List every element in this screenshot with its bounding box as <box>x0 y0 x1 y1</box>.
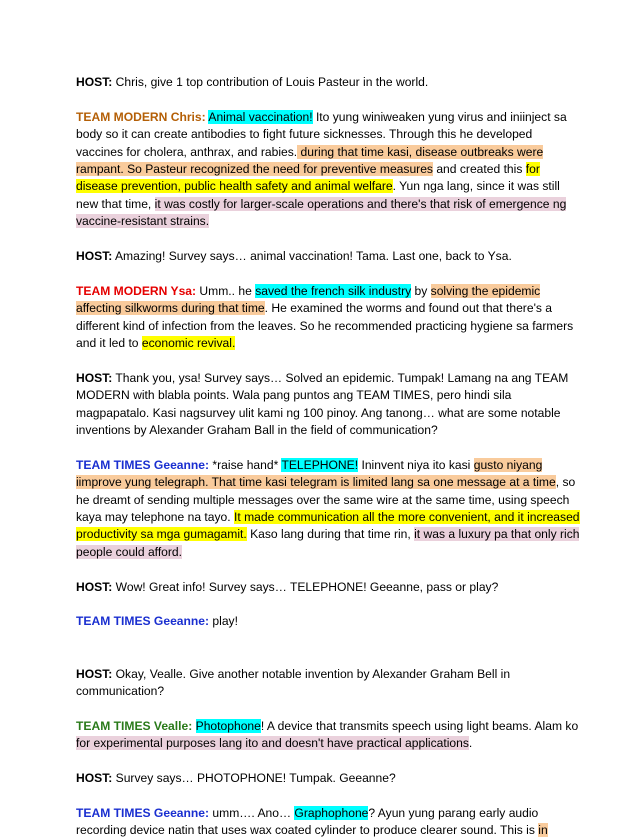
dialogue-text: Ininvent niya ito kasi <box>358 457 474 472</box>
highlighted-text: for experimental purposes lang ito and doesn't have practical applications <box>76 736 469 751</box>
highlighted-text: in <box>538 823 548 838</box>
dialogue-text: Ito yung winiweaken yung virus and iniinject sa body so it can create antibodies to fight future sicknesses. Through this he developed vaccines for cholera, anthrax, and rabies. <box>76 109 567 159</box>
dialogue-paragraph <box>76 805 582 840</box>
highlighted-text: solving the epidemic affecting silkworms during that time <box>76 283 541 316</box>
dialogue-text: Okay, Vealle. Give another notable invention by Alexander Graham Bell in communication? <box>76 666 511 699</box>
dialogue-paragraph <box>76 370 582 440</box>
dialogue-text: , so he dreamt of sending multiple messages over the same wire at the same time, using speech kaya may telephone na tayo. <box>76 475 576 525</box>
dialogue-paragraph <box>76 770 582 787</box>
dialogue-text: *raise hand* <box>209 457 282 472</box>
speaker-label: HOST: <box>76 370 113 385</box>
speaker-label: HOST: <box>76 666 113 681</box>
dialogue-paragraph <box>76 666 582 701</box>
dialogue-paragraph <box>76 579 582 596</box>
dialogue-text: Umm.. he <box>196 283 256 298</box>
dialogue-text: . <box>468 736 473 751</box>
dialogue-text: Wow! Great info! Survey says… TELEPHONE! Geeanne, pass or play? <box>112 579 499 594</box>
dialogue-text: Chris, give 1 top contribution of Louis Pasteur in the world. <box>112 75 429 89</box>
speaker-label: TEAM TIMES Geeanne: <box>76 614 210 629</box>
dialogue-text: and created this <box>432 162 526 177</box>
highlighted-text: it was costly for larger-scale operations and there's that risk of emergence ng vaccine-resistant strains. <box>76 196 567 229</box>
highlighted-text: Graphophone <box>294 805 369 820</box>
dialogue-paragraph <box>76 283 582 353</box>
speaker-label: HOST: <box>76 75 113 89</box>
highlighted-text: Photophone <box>195 718 261 733</box>
speaker-label: TEAM MODERN Ysa: <box>76 283 197 298</box>
highlighted-text: it was a luxury pa that only rich people could afford. <box>76 527 580 559</box>
dialogue-paragraph <box>76 248 582 265</box>
highlighted-text: TELEPHONE! <box>281 457 359 472</box>
speaker-label: TEAM MODERN Chris: <box>76 109 206 124</box>
dialogue-text: Amazing! Survey says… animal vaccination! Tama. Last one, back to Ysa. <box>112 249 512 264</box>
dialogue-text: . Yun nga lang, since it was still new that time, <box>76 179 560 211</box>
highlighted-text: It made communication all the more convenient, and it increased productivity sa mga gumagamit. <box>76 510 580 542</box>
dialogue-paragraph <box>76 718 582 753</box>
dialogue-text: . He examined the worms and found out that there's a different kind of infection from the leaves. So he recommended practicing hygiene sa farmers and it led to <box>76 301 574 351</box>
speaker-label: HOST: <box>76 579 113 594</box>
highlighted-text: economic revival. <box>141 336 236 351</box>
dialogue-paragraph <box>76 457 582 561</box>
dialogue-text: Survey says… PHOTOPHONE! Tumpak. Geeanne? <box>112 771 396 786</box>
dialogue-text: Kaso lang during that time rin, <box>246 527 415 542</box>
highlighted-text: gusto niyang iimprove yung telegraph. That time kasi telegram is limited lang sa one message at a time <box>76 457 556 490</box>
highlighted-text: saved the french silk industry <box>255 283 412 298</box>
speaker-label: HOST: <box>76 249 113 264</box>
speaker-label: TEAM TIMES Geeanne: <box>76 805 210 820</box>
speaker-label: TEAM TIMES Geeanne: <box>76 457 210 472</box>
dialogue-text: by <box>411 283 431 298</box>
dialogue-text: umm…. Ano… <box>209 805 295 820</box>
highlighted-text: Animal vaccination! <box>208 109 313 124</box>
dialogue-text: ? Ayun yung parang early audio recording device natin that uses wax coated cylinder to produce clearer sound. This is <box>76 805 539 838</box>
speaker-label: HOST: <box>76 771 113 786</box>
dialogue-text: Thank you, ysa! Survey says… Solved an epidemic. Tumpak! Lamang na ang TEAM MODERN with blabla points. Wala pang puntos ang TEAM TIMES, pero hindi sila magpapatalo. Kasi nagsurvey ulit kami ng 100 pinoy. Ang tanong… what are some notable inventions by Alexander Graham Ball in the field of communication? <box>76 370 569 438</box>
dialogue-paragraph <box>76 74 582 91</box>
dialogue-paragraph <box>76 109 582 231</box>
speaker-label: TEAM TIMES Vealle: <box>76 718 193 733</box>
dialogue-text: play! <box>209 614 238 629</box>
dialogue-text: ! A device that transmits speech using light beams. Alam ko <box>260 718 579 733</box>
dialogue-paragraph <box>76 613 582 630</box>
highlighted-text: for disease prevention, public health safety and animal welfare <box>76 162 540 194</box>
highlighted-text: during that time kasi, disease outbreaks were rampant. So Pasteur recognized the need for preventive measures <box>76 144 544 177</box>
